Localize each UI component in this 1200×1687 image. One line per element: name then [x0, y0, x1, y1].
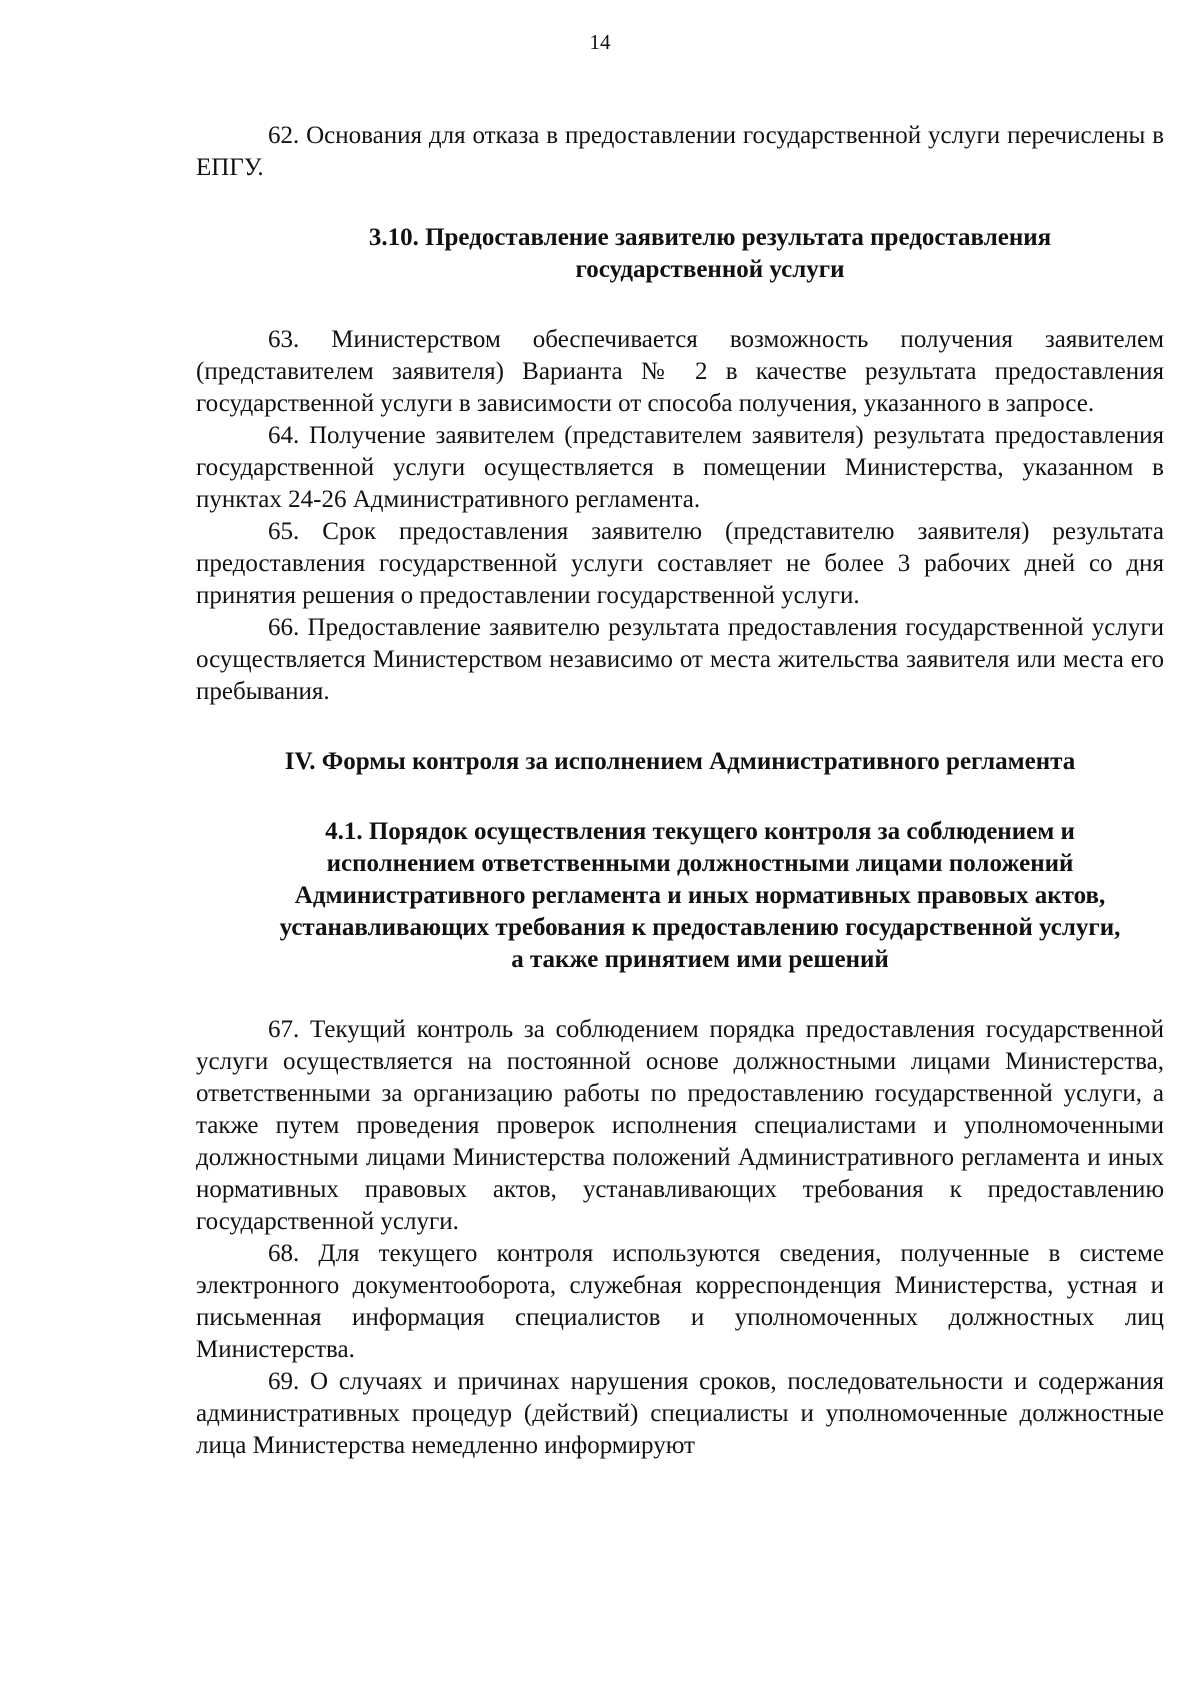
section-heading-4-1-line-2: исполнением ответственными должностными лицами положений — [326, 850, 1074, 877]
section-heading-4-1-line-5: а также принятием ими решений — [511, 946, 889, 973]
section-heading-4-1-line-1: 4.1. Порядок осуществления текущего контроля за соблюдением и — [325, 818, 1075, 845]
paragraph-63: 63. Министерством обеспечивается возможность получения заявителем (представителем заявителя) Варианта № 2 в качестве результата предоставления государственной услуги в зависимости от способа получения, указанного в запросе. — [196, 326, 1164, 417]
section-heading-3-10-line-2: государственной услуги — [575, 256, 845, 283]
section-heading-4-1-line-4: устанавливающих требования к предоставлению государственной услуги, — [279, 914, 1121, 941]
section-heading-3-10 — [196, 222, 1164, 286]
section-heading-4-1-line-3: Административного регламента и иных нормативных правовых актов, — [294, 882, 1106, 909]
section-heading-3-10-line-1: 3.10. Предоставление заявителю результата предоставления — [368, 224, 1052, 251]
paragraph-66: 66. Предоставление заявителю результата предоставления государственной услуги осуществляется Министерством независимо от места жительства заявителя или места его пребывания. — [196, 614, 1164, 705]
chapter-heading-iv: IV. Формы контроля за исполнением Административного регламента — [284, 748, 1076, 775]
paragraph-67: 67. Текущий контроль за соблюдением порядка предоставления государственной услуги осуществляется на постоянной основе должностными лицами Министерства, ответственными за организацию работы по предоставлению государственной услуги, а также путем проведения проверок исполнения специалистами и уполномоченными должностными лицами Министерства положений Административного регламента и иных нормативных правовых актов, устанавливающих требования к предоставлению государственной услуги. — [196, 1016, 1164, 1235]
paragraph-68: 68. Для текущего контроля используются сведения, полученные в системе электронного документооборота, служебная корреспонденция Министерства, устная и письменная информация специалистов и уполномоченных должностных лиц Министерства. — [196, 1240, 1164, 1363]
paragraph-65: 65. Срок предоставления заявителю (представителю заявителя) результата предоставления государственной услуги составляет не более 3 рабочих дней со дня принятия решения о предоставлении государственной услуги. — [196, 518, 1164, 609]
section-heading-4-1 — [196, 816, 1164, 976]
paragraph-64: 64. Получение заявителем (представителем заявителя) результата предоставления государственной услуги осуществляется в помещении Министерства, указанном в пунктах 24-26 Административного регламента. — [196, 422, 1164, 513]
paragraph-62: 62. Основания для отказа в предоставлении государственной услуги перечислены в ЕПГУ. — [196, 122, 1164, 181]
paragraph-69: 69. О случаях и причинах нарушения сроков, последовательности и содержания административных процедур (действий) специалисты и уполномоченные должностные лица Министерства немедленно информируют — [196, 1368, 1164, 1459]
document-body — [196, 120, 1164, 1462]
page-number: 14 — [589, 30, 611, 54]
